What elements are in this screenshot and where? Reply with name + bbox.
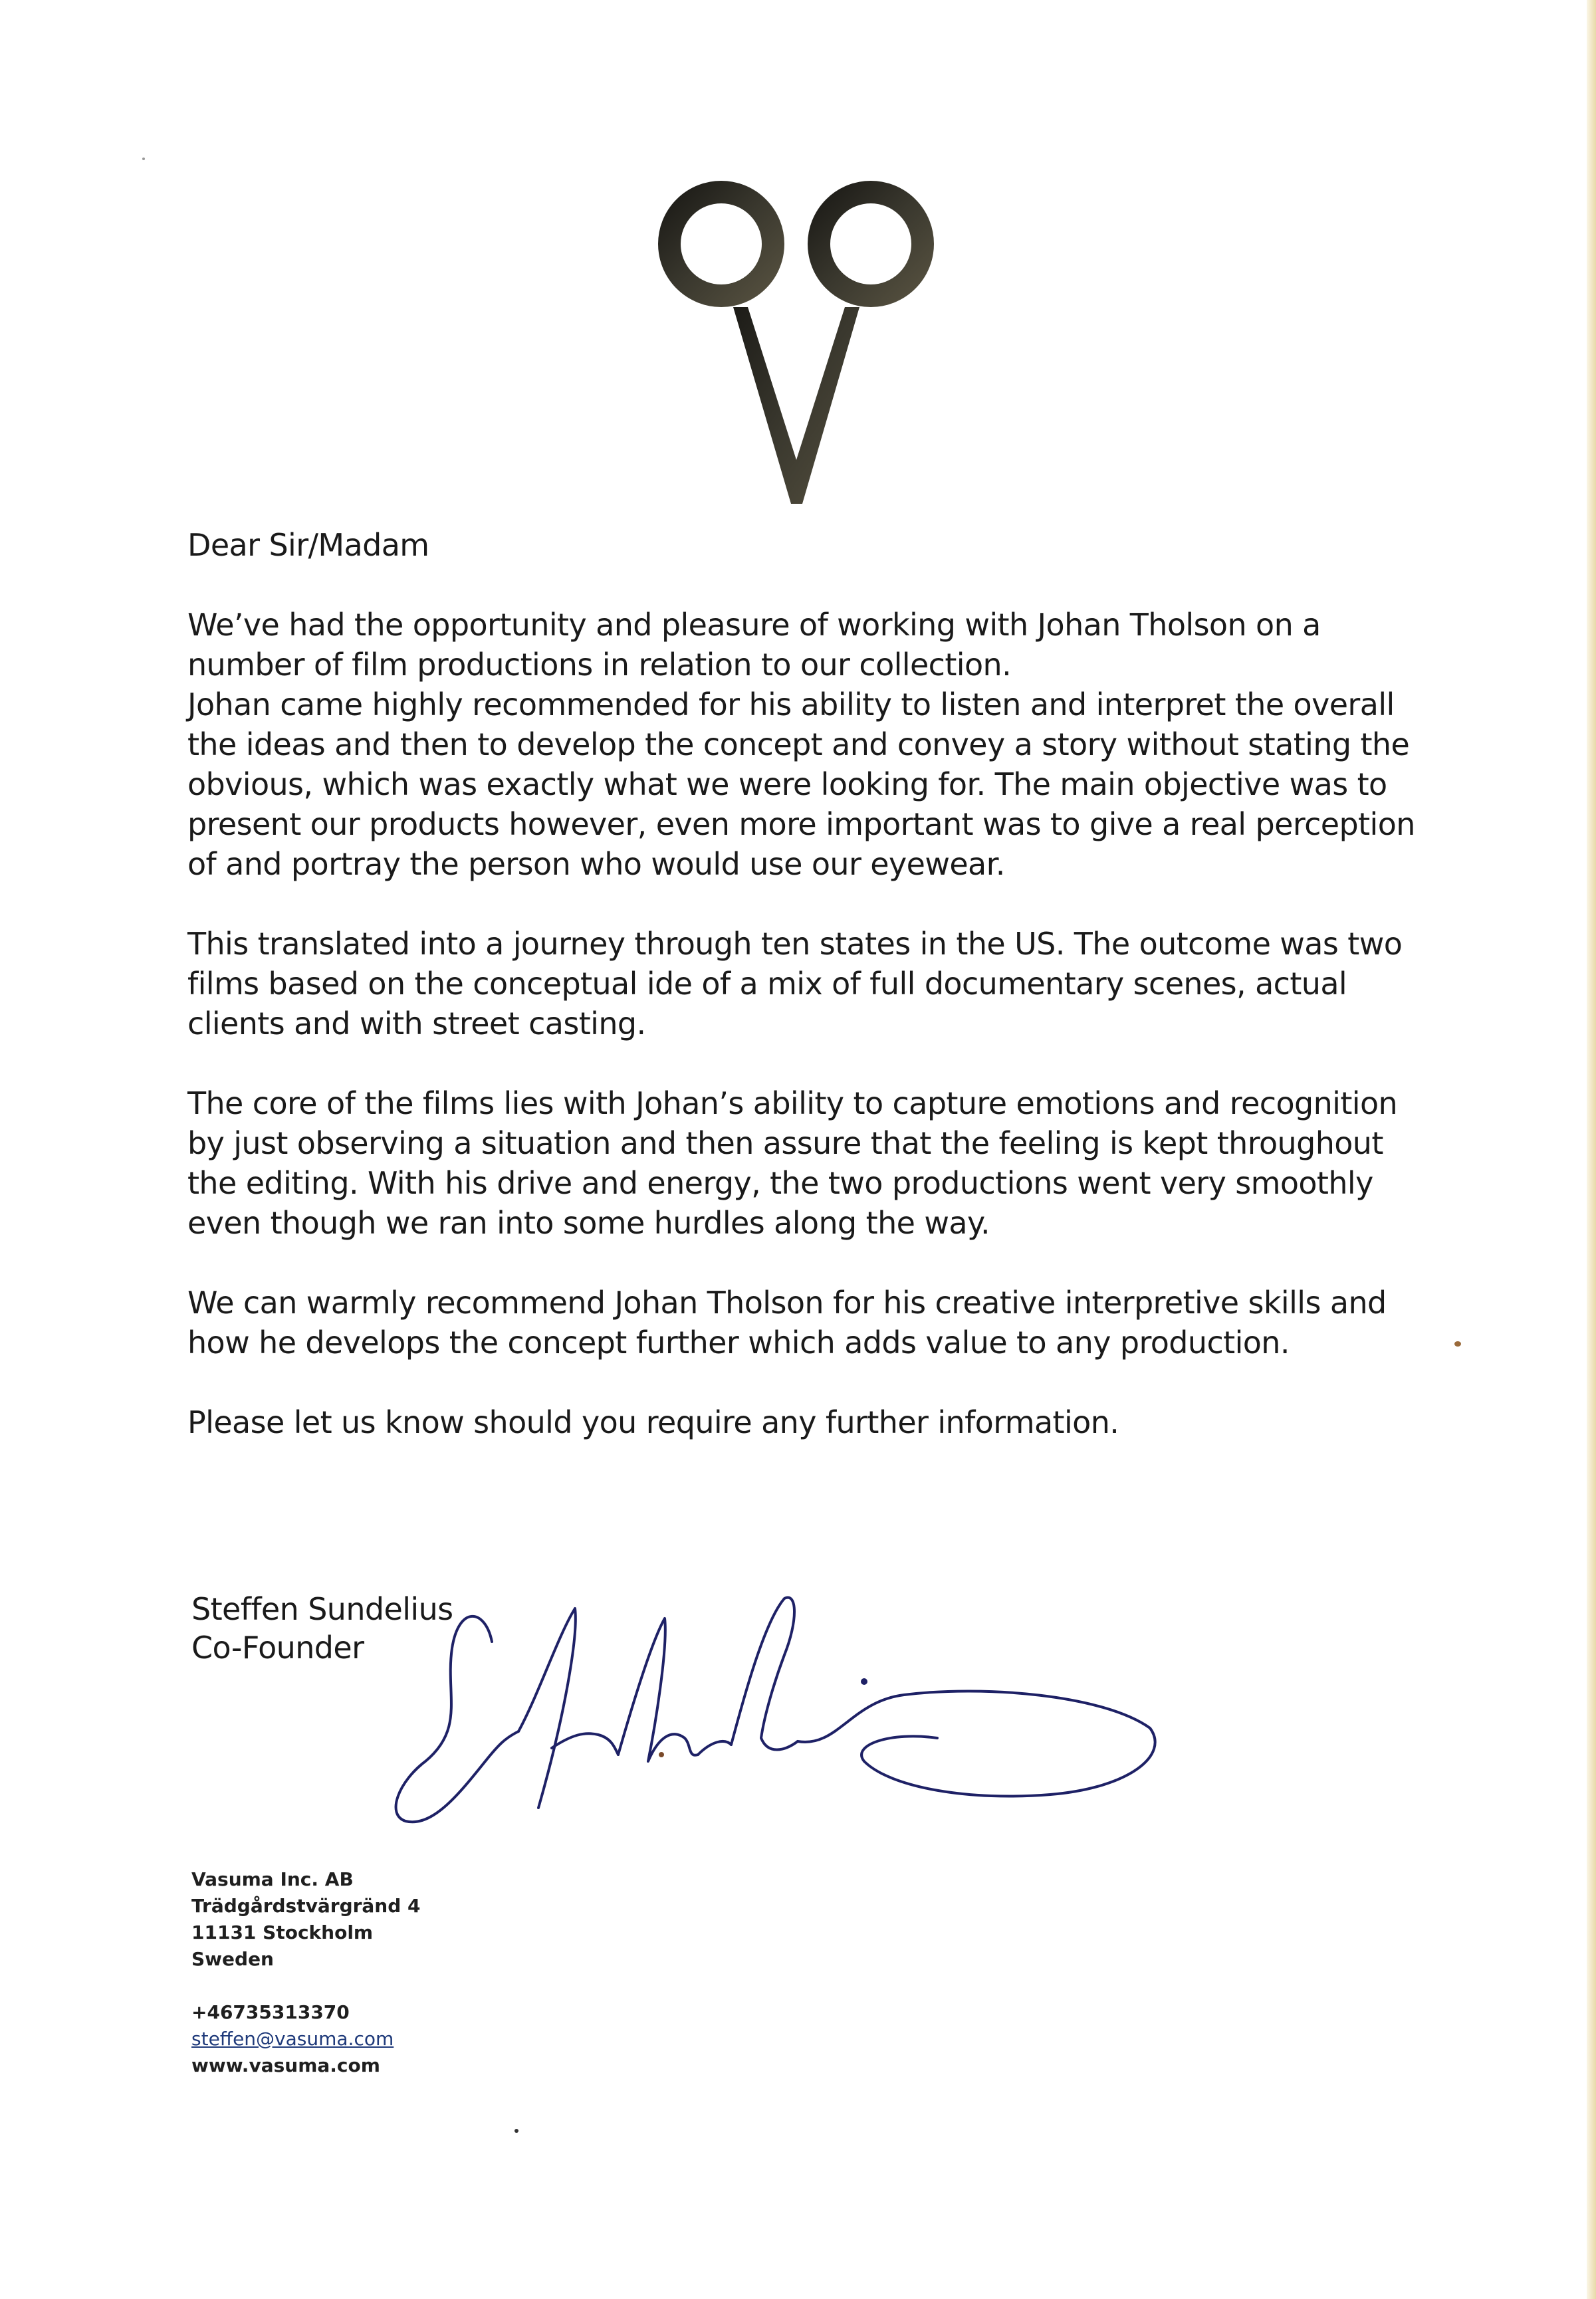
paragraph-1: We’ve had the opportunity and pleasure of working with Johan Tholson on a number of film productions in relation to our collection. [187, 607, 1321, 683]
contact-spacer [191, 1973, 421, 1999]
website-link[interactable]: www.vasuma.com [191, 2054, 380, 2076]
paper-edge [1587, 0, 1596, 2299]
street-address: Trädgårdstvärgränd 4 [191, 1895, 421, 1917]
letter-body [187, 525, 1424, 1442]
paper-speck [1454, 1341, 1461, 1347]
postal-city: 11131 Stockholm [191, 1921, 374, 1943]
paragraph-5: We can warmly recommend Johan Tholson for his creative interpretive skills and how he develops the concept further which adds value to any production. [187, 1285, 1387, 1361]
signatory-title: Co-Founder [191, 1630, 364, 1666]
handwritten-signature [386, 1595, 1157, 1834]
paragraph-4: The core of the films lies with Johan’s ability to capture emotions and recognition by just observing a situation and then assure that the feeling is kept throughout the editing. With his drive and energy, the two productions went very smoothly even though we ran into some hurdles along the way. [187, 1085, 1398, 1241]
company-name: Vasuma Inc. AB [191, 1868, 354, 1890]
vasuma-logo-icon [655, 181, 947, 513]
phone-number: +46735313370 [191, 2001, 350, 2023]
country: Sweden [191, 1948, 274, 1970]
paragraph-2: Johan came highly recommended for his ability to listen and interpret the overall the ideas and then to develop the concept and convey a story without stating the obvious, which was exactly what we were looking for. The main objective was to present our products however, even more important was to give a real perception of and portray the person who would use our eyewear. [187, 687, 1415, 882]
paper-speck [514, 2129, 518, 2133]
paragraph-3: This translated into a journey through ten states in the US. The outcome was two films based on the conceptual ide of a mix of full documentary scenes, actual clients and with street casting. [187, 926, 1403, 1041]
signatory-name: Steffen Sundelius [191, 1591, 453, 1627]
contact-block [191, 1866, 421, 2079]
paper-speck [142, 158, 145, 160]
email-link[interactable]: steffen@vasuma.com [191, 2028, 394, 2050]
salutation: Dear Sir/Madam [187, 527, 429, 563]
closing-line: Please let us know should you require any further information. [187, 1404, 1119, 1440]
